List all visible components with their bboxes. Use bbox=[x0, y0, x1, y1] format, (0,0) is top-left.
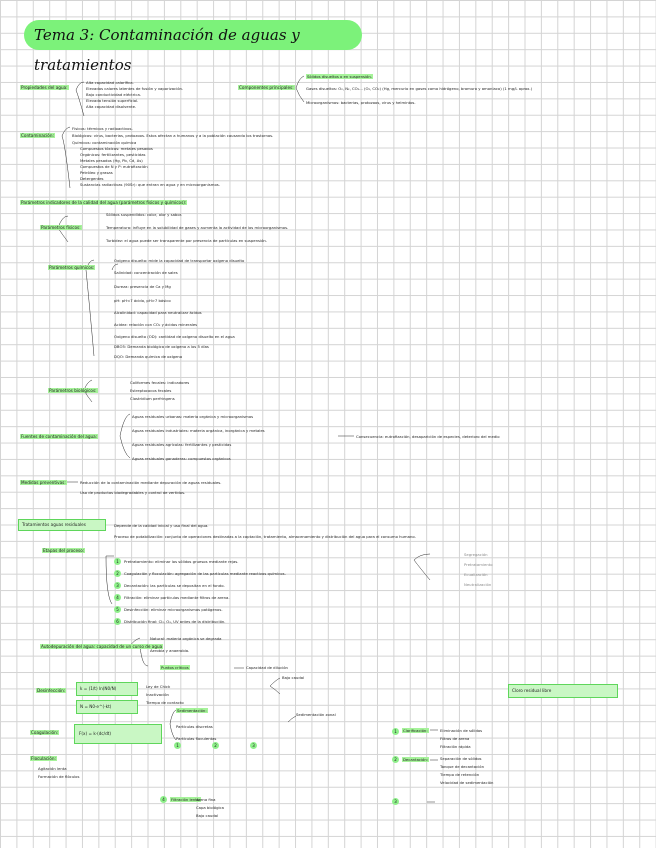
medidas-item: Uso de productos biodegradables y control de vertidos. bbox=[80, 490, 186, 495]
cloro-text: Cloro residual libre bbox=[512, 688, 552, 693]
autodepuracion-head: Autodepuración del agua: capacidad de un curso de agua bbox=[41, 644, 163, 649]
quimicos-item: Alcalinidad: capacidad para neutralizar ácidos bbox=[114, 310, 202, 315]
parametros-fisicos-item: Sólidos suspendidos: color, olor y sabor. bbox=[106, 212, 183, 217]
contaminacion-item: Detergentes bbox=[80, 176, 104, 181]
fuentes-head: Fuentes de contaminación del agua: bbox=[21, 434, 98, 439]
quimicos-item: Dureza: presencia de Ca y Mg bbox=[114, 284, 171, 289]
bio-item: Clostridium perfringens bbox=[130, 396, 175, 401]
step-number: 2 bbox=[392, 756, 399, 763]
contaminacion-item: Biológicos: virus, bacterias, protozoos. Estos afectan a humanos y a la población causando los trastornos. bbox=[72, 133, 274, 138]
parametros-head: Parámetros indicadores de la calidad del agua (parámetros físicos y químicos): bbox=[21, 200, 187, 205]
autodepuracion-side: Bajo caudal bbox=[282, 675, 305, 680]
cloro-box bbox=[508, 684, 618, 698]
step-number: 2 bbox=[114, 570, 121, 577]
autodepuracion-item: Natural: materia orgánica se degrada bbox=[150, 636, 222, 641]
filtracion-head: Filtración lenta: bbox=[171, 797, 201, 802]
fuentes-item: Aguas residuales ganaderas: compuestos orgánicos bbox=[132, 456, 231, 461]
clarificacion-item: Filtración rápida bbox=[440, 744, 471, 749]
bio-item: Coliformes fecales: indicadores bbox=[130, 380, 190, 385]
bio-item: Estreptococos fecales bbox=[130, 388, 172, 393]
tratamientos-intro: Depende de la calidad inicial y uso final del agua. bbox=[114, 523, 209, 528]
clarificacion-item: Eliminación de sólidos bbox=[440, 728, 483, 733]
contaminacion-item: Metales pesados (Hg, Pb, Cd, As) bbox=[80, 158, 143, 163]
etapa-item: Filtración: eliminar partículas mediante filtros de arena. bbox=[124, 595, 230, 600]
step-number: 6 bbox=[114, 618, 121, 625]
step-number: 1 bbox=[114, 558, 121, 565]
autodepuracion-item: Aerobia y anaerobia. bbox=[150, 648, 190, 653]
tratamientos-head: Tratamientos aguas residuales bbox=[22, 522, 86, 527]
step-number: 2 bbox=[212, 742, 219, 749]
quimicos-item: Acidez: relación con CO₂ y ácidos minerales bbox=[114, 322, 198, 327]
medidas-head: Medidas preventivas: bbox=[21, 480, 66, 485]
desinfeccion-note: Inactivación bbox=[146, 692, 169, 697]
componentes-item: Gases disueltos: O₂, N₂, CO₂... (O₂, CO₂) (Hg, mercurio en gases como hidrógeno, bromuro y amoniaco) (1 mg/L aprox.) bbox=[306, 86, 533, 91]
step-number: 3 bbox=[250, 742, 257, 749]
step-number: 4 bbox=[160, 796, 167, 803]
formula-text: k = (1/t) ln(N0/N) bbox=[80, 686, 117, 691]
filtracion-item: Bajo caudal bbox=[196, 813, 219, 818]
clarificacion-item: Filtros de arena bbox=[440, 736, 470, 741]
parametros-bio-head: Parámetros biológicos: bbox=[49, 388, 97, 393]
contaminacion-item: Compuestos tóxicos: metales pesados bbox=[80, 146, 153, 151]
fuentes-item: Aguas residuales industriales: materia orgánica, inorgánica y metales bbox=[132, 428, 265, 433]
contaminacion-item: Físicos: térmicos y radioactivos. bbox=[72, 126, 133, 131]
parametros-fisicos-item: Temperatura: influye en la solubilidad de gases y aumenta la actividad de los microorganismos. bbox=[106, 225, 289, 230]
coagulacion-formula-box bbox=[74, 724, 162, 744]
propiedades-item: Alta capacidad disolvente. bbox=[86, 104, 137, 109]
sedimentacion-item: Partículas floculentas bbox=[176, 736, 217, 741]
contaminacion-head: Contaminación: bbox=[21, 133, 54, 138]
propiedades-head: Propiedades del agua: bbox=[21, 85, 68, 90]
etapa-item: Desinfección: eliminar microorganismos patógenos. bbox=[124, 607, 223, 612]
quimicos-item: pH: pH<7 ácido, pH>7 básico bbox=[114, 298, 171, 303]
autodepuracion-point: Puntos críticos bbox=[161, 665, 189, 670]
step-number: 1 bbox=[174, 742, 181, 749]
side-item: Neutralización bbox=[464, 582, 492, 587]
desinfeccion-note: Ley de Chick bbox=[146, 684, 171, 689]
step-number: 5 bbox=[114, 606, 121, 613]
clarificacion-head: Clarificación: bbox=[403, 728, 428, 733]
componentes-item: Microorganismos: bacterias, protozoos, virus y helmintos. bbox=[306, 100, 416, 105]
step-number: 3 bbox=[392, 798, 399, 805]
parametros-fisicos-head: Parámetros físicos: bbox=[41, 225, 81, 230]
floculacion-head: Floculación: bbox=[31, 756, 56, 761]
sedimentacion-head: Sedimentación: bbox=[177, 708, 207, 713]
side-item: Ecualización bbox=[464, 572, 488, 577]
decantacion-head: Decantación: bbox=[403, 757, 429, 762]
parametros-fisicos-item: Turbidez: el agua puede ser transparente por presencia de partículas en suspensión. bbox=[106, 238, 268, 243]
step-number: 4 bbox=[114, 594, 121, 601]
fuentes-efecto: Consecuencia: eutrofización, desaparición de especies, deterioro del medio bbox=[356, 434, 500, 439]
desinfeccion-head: Desinfección: bbox=[37, 688, 66, 693]
propiedades-item: Elevados calores latentes de fusión y vaporización. bbox=[86, 86, 184, 91]
filtracion-item: Arena fina bbox=[196, 797, 216, 802]
sedimentacion-item: Partículas discretas bbox=[176, 724, 213, 729]
fuentes-item: Aguas residuales urbanas: materia orgánica y microorganismos bbox=[132, 414, 254, 419]
quimicos-item: Oxígeno disuelto: mide la capacidad de transportar oxígeno disuelto bbox=[114, 258, 245, 263]
etapas-head: Etapas del proceso: bbox=[43, 548, 85, 553]
decantacion-item: Tanque de decantación bbox=[440, 764, 484, 769]
componentes-top: Sólidos disueltos o en suspensión. bbox=[307, 74, 372, 79]
etapa-item: Pretratamiento: eliminar los sólidos gruesos mediante rejas. bbox=[124, 559, 239, 564]
contaminacion-item: Petróleo y grasas bbox=[80, 170, 113, 175]
contaminacion-item: Sustancias radiactivas (90Sr): que entran en agua y en microorganismos. bbox=[80, 182, 220, 187]
tratamientos-box bbox=[18, 519, 106, 531]
step-number: 3 bbox=[114, 582, 121, 589]
formula-text: N = N0·e^(-kt) bbox=[80, 704, 112, 709]
contaminacion-item: Orgánicos: fertilizantes, pesticidas bbox=[80, 152, 146, 157]
quimicos-item: DQO: Demanda química de oxígeno bbox=[114, 354, 183, 359]
desinfeccion-note: Tiempo de contacto bbox=[146, 700, 184, 705]
parametros-quimicos-head: Parámetros químicos: bbox=[49, 265, 95, 270]
sedimentacion-item: Sedimentación zonal bbox=[296, 712, 336, 717]
contaminacion-item: Compuestos de N y P: eutrofización bbox=[80, 164, 148, 169]
coagulacion-head: Coagulación: bbox=[31, 730, 59, 735]
filtracion-item: Capa biológica bbox=[196, 805, 224, 810]
decantacion-item: Velocidad de sedimentación bbox=[440, 780, 494, 785]
componentes-head: Componentes principales: bbox=[239, 85, 294, 90]
fuentes-item: Aguas residuales agrícolas: fertilizantes y pesticidas bbox=[132, 442, 232, 447]
step-number: 1 bbox=[392, 728, 399, 735]
propiedades-item: Elevada tensión superficial. bbox=[86, 98, 139, 103]
floculacion-item: Agitación lenta bbox=[38, 766, 67, 771]
quimicos-item: Salinidad: concentración de sales bbox=[114, 270, 178, 275]
tratamientos-desc: Proceso de potabilización: conjunto de operaciones destinadas a la captación, tratamiento, almacenamiento y distribución del agua para el consumo humano. bbox=[114, 534, 416, 539]
side-item: Pretratamiento bbox=[464, 562, 493, 567]
propiedades-item: Bajo conductividad eléctrica. bbox=[86, 92, 141, 97]
decantacion-item: Separación de sólidos bbox=[440, 756, 482, 761]
quimicos-item: DBO5: Demanda biológica de oxígeno a los 5 días bbox=[114, 344, 209, 349]
decantacion-item: Tiempo de retención bbox=[440, 772, 480, 777]
coagulacion-formula: F(x) = k·(dc/dt) bbox=[79, 731, 112, 736]
quimicos-item: Oxígeno disuelto (OD): cantidad de oxígeno disuelto en el agua bbox=[114, 334, 235, 339]
floculacion-item: Formación de flóculos bbox=[38, 774, 80, 779]
formula-box bbox=[76, 682, 138, 696]
etapa-item: Distribución final: Cl₂, O₃, UV antes de la distribución. bbox=[124, 619, 226, 624]
formula-box bbox=[76, 700, 138, 714]
page-title: Tema 3: Contaminación de aguas y tratamientos bbox=[24, 20, 362, 50]
contaminacion-item: Químicos: contaminación química bbox=[72, 140, 137, 145]
side-item: Segregación bbox=[464, 552, 488, 557]
etapa-item: Decantación: las partículas se depositan en el fondo. bbox=[124, 583, 225, 588]
propiedades-item: Alta capacidad calorífica. bbox=[86, 80, 134, 85]
autodepuracion-side: Capacidad de dilución bbox=[246, 665, 288, 670]
medidas-item: Reducción de la contaminación mediante depuración de aguas residuales. bbox=[80, 480, 222, 485]
etapa-item: Coagulación y floculación: agregación de las partículas mediante reactivos químicos. bbox=[124, 571, 286, 576]
